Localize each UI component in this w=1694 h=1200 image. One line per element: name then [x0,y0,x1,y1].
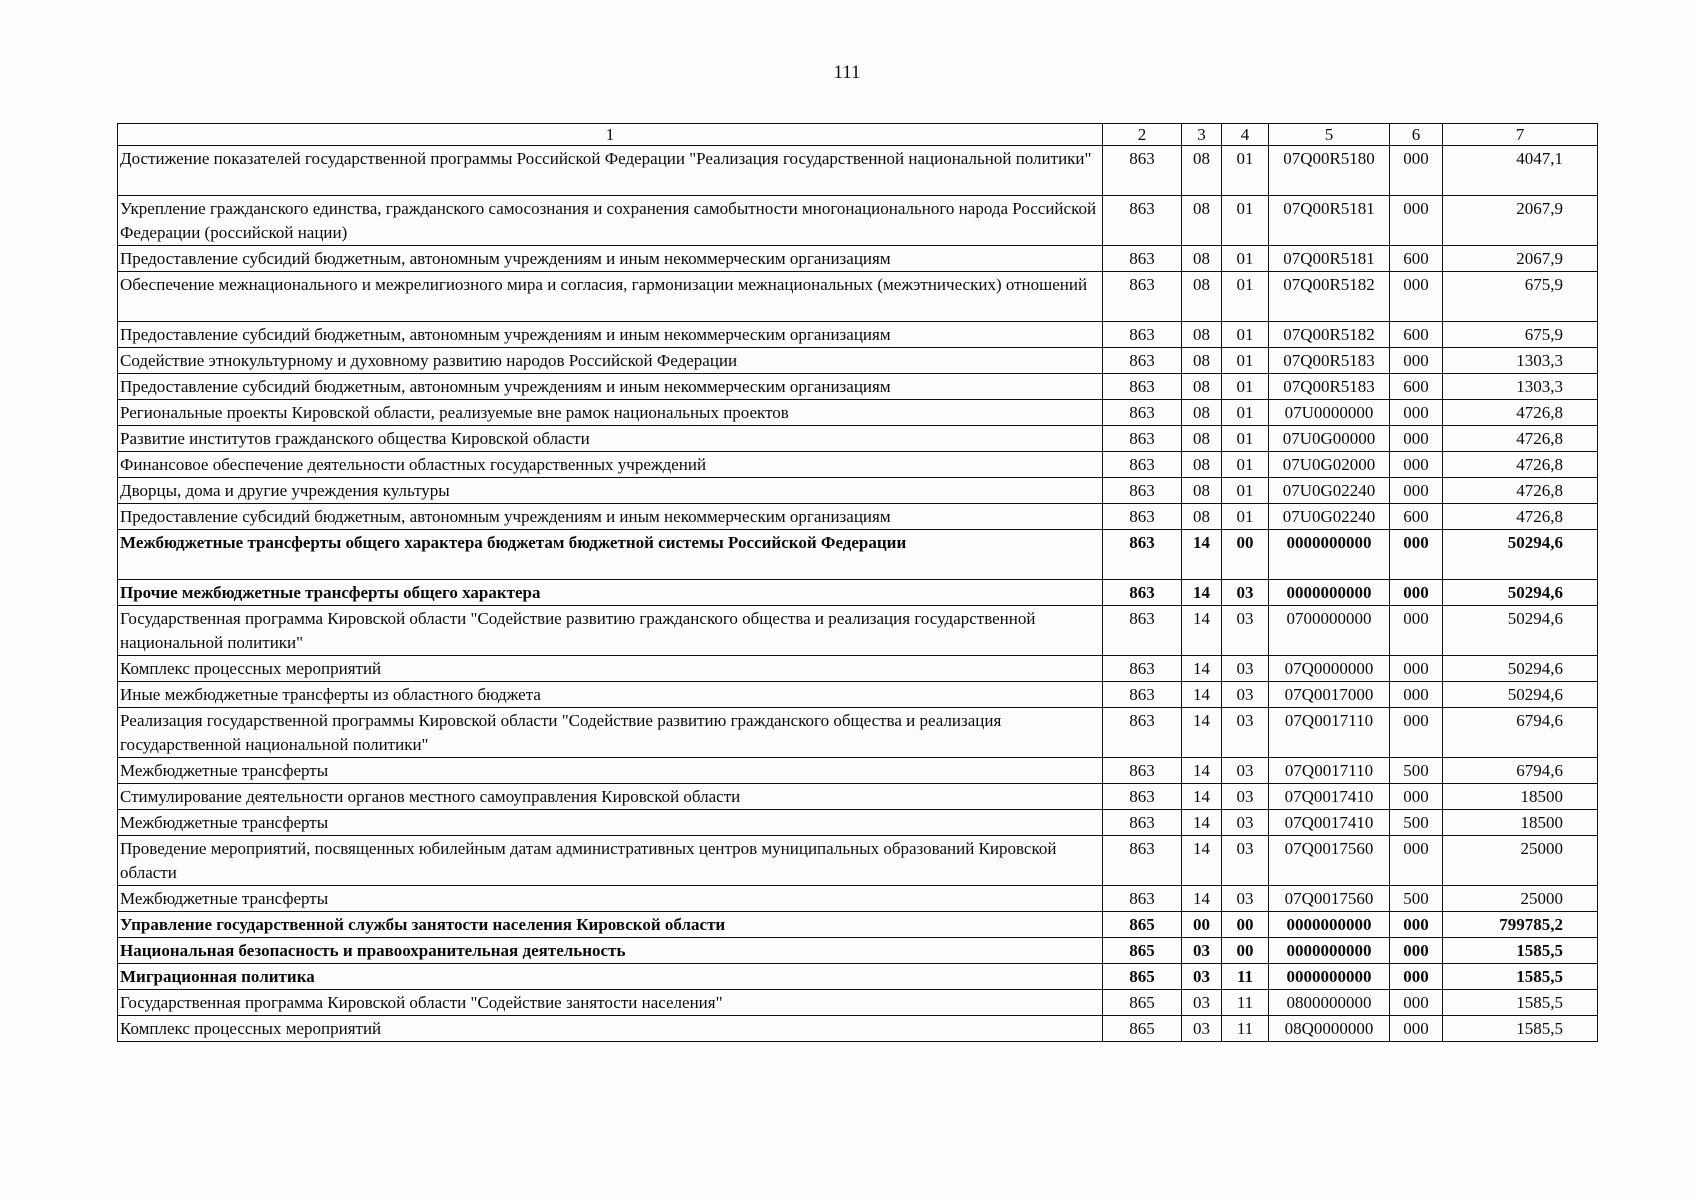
code-cell-4: 01 [1222,452,1269,478]
column-header: 2 [1103,124,1182,146]
code-cell-5: 07Q0000000 [1269,656,1390,682]
code-cell-4: 03 [1222,656,1269,682]
item-name-cell: Государственная программа Кировской области "Содействие развитию гражданского общества и реализация государственной национальной политики" [118,606,1103,656]
code-cell-5: 07Q00R5182 [1269,272,1390,322]
code-cell-4: 01 [1222,400,1269,426]
code-cell-2: 863 [1103,606,1182,656]
column-header: 4 [1222,124,1269,146]
item-name-cell: Развитие институтов гражданского общества Кировской области [118,426,1103,452]
code-cell-4: 11 [1222,1016,1269,1042]
item-name-cell: Государственная программа Кировской области "Содействие занятости населения" [118,990,1103,1016]
code-cell-6: 000 [1390,784,1443,810]
code-cell-4: 03 [1222,810,1269,836]
table-row [118,580,1598,606]
table-row [118,196,1598,246]
table-row [118,836,1598,886]
item-name-cell: Дворцы, дома и другие учреждения культуры [118,478,1103,504]
item-name-cell: Комплекс процессных мероприятий [118,1016,1103,1042]
code-cell-6: 500 [1390,810,1443,836]
code-cell-2: 863 [1103,682,1182,708]
code-cell-2: 863 [1103,708,1182,758]
code-cell-3: 14 [1182,708,1222,758]
code-cell-4: 00 [1222,530,1269,580]
code-cell-4: 03 [1222,886,1269,912]
code-cell-2: 863 [1103,656,1182,682]
code-cell-5: 07Q0017110 [1269,708,1390,758]
code-cell-6: 000 [1390,990,1443,1016]
amount-cell: 1585,5 [1443,938,1598,964]
item-name-cell: Стимулирование деятельности органов местного самоуправления Кировской области [118,784,1103,810]
table-row [118,272,1598,322]
amount-cell: 2067,9 [1443,246,1598,272]
table-row [118,938,1598,964]
amount-cell: 2067,9 [1443,196,1598,246]
code-cell-5: 08Q0000000 [1269,1016,1390,1042]
table-row [118,348,1598,374]
code-cell-2: 863 [1103,348,1182,374]
table-row [118,322,1598,348]
amount-cell: 1303,3 [1443,374,1598,400]
code-cell-3: 08 [1182,400,1222,426]
table-row [118,964,1598,990]
amount-cell: 799785,2 [1443,912,1598,938]
code-cell-2: 865 [1103,1016,1182,1042]
code-cell-3: 08 [1182,374,1222,400]
code-cell-4: 01 [1222,374,1269,400]
amount-cell: 4726,8 [1443,478,1598,504]
table-row [118,504,1598,530]
item-name-cell: Комплекс процессных мероприятий [118,656,1103,682]
code-cell-6: 500 [1390,886,1443,912]
item-name-cell: Реализация государственной программы Кировской области "Содействие развитию гражданского общества и реализация государственной национальной политики" [118,708,1103,758]
code-cell-3: 14 [1182,606,1222,656]
code-cell-4: 03 [1222,708,1269,758]
item-name-cell: Межбюджетные трансферты общего характера бюджетам бюджетной системы Российской Федерации [118,530,1103,580]
code-cell-2: 863 [1103,246,1182,272]
code-cell-3: 14 [1182,810,1222,836]
code-cell-6: 000 [1390,146,1443,196]
code-cell-4: 03 [1222,580,1269,606]
table-row [118,606,1598,656]
code-cell-2: 863 [1103,196,1182,246]
column-header: 6 [1390,124,1443,146]
item-name-cell: Предоставление субсидий бюджетным, автономным учреждениям и иным некоммерческим организациям [118,504,1103,530]
code-cell-6: 600 [1390,246,1443,272]
code-cell-3: 14 [1182,656,1222,682]
code-cell-3: 08 [1182,272,1222,322]
table-row [118,426,1598,452]
amount-cell: 1585,5 [1443,1016,1598,1042]
code-cell-6: 600 [1390,504,1443,530]
amount-cell: 4047,1 [1443,146,1598,196]
code-cell-2: 863 [1103,146,1182,196]
code-cell-5: 0000000000 [1269,912,1390,938]
code-cell-6: 000 [1390,400,1443,426]
item-name-cell: Предоставление субсидий бюджетным, автономным учреждениям и иным некоммерческим организациям [118,374,1103,400]
item-name-cell: Укрепление гражданского единства, гражданского самосознания и сохранения самобытности многонационального народа Российской Федерации (российской нации) [118,196,1103,246]
amount-cell: 6794,6 [1443,758,1598,784]
amount-cell: 50294,6 [1443,580,1598,606]
code-cell-4: 00 [1222,938,1269,964]
code-cell-5: 07Q00R5183 [1269,348,1390,374]
code-cell-6: 000 [1390,836,1443,886]
table-row [118,656,1598,682]
table-body [118,146,1598,1042]
code-cell-5: 07Q0017410 [1269,810,1390,836]
code-cell-4: 01 [1222,196,1269,246]
code-cell-6: 600 [1390,322,1443,348]
code-cell-6: 000 [1390,1016,1443,1042]
table-row [118,478,1598,504]
code-cell-6: 000 [1390,196,1443,246]
code-cell-6: 500 [1390,758,1443,784]
code-cell-6: 000 [1390,580,1443,606]
code-cell-6: 000 [1390,272,1443,322]
code-cell-6: 000 [1390,478,1443,504]
table-row [118,758,1598,784]
item-name-cell: Предоставление субсидий бюджетным, автономным учреждениям и иным некоммерческим организациям [118,246,1103,272]
item-name-cell: Межбюджетные трансферты [118,758,1103,784]
item-name-cell: Управление государственной службы занятости населения Кировской области [118,912,1103,938]
item-name-cell: Межбюджетные трансферты [118,810,1103,836]
code-cell-6: 000 [1390,682,1443,708]
amount-cell: 1303,3 [1443,348,1598,374]
code-cell-4: 01 [1222,478,1269,504]
code-cell-4: 01 [1222,348,1269,374]
table-row [118,146,1598,196]
column-header: 3 [1182,124,1222,146]
code-cell-4: 11 [1222,990,1269,1016]
code-cell-2: 863 [1103,322,1182,348]
code-cell-3: 03 [1182,990,1222,1016]
table-row [118,784,1598,810]
amount-cell: 1585,5 [1443,990,1598,1016]
amount-cell: 4726,8 [1443,426,1598,452]
code-cell-4: 03 [1222,836,1269,886]
code-cell-2: 865 [1103,964,1182,990]
code-cell-4: 11 [1222,964,1269,990]
item-name-cell: Предоставление субсидий бюджетным, автономным учреждениям и иным некоммерческим организациям [118,322,1103,348]
code-cell-4: 03 [1222,606,1269,656]
code-cell-3: 08 [1182,348,1222,374]
amount-cell: 50294,6 [1443,682,1598,708]
amount-cell: 18500 [1443,810,1598,836]
code-cell-5: 07Q00R5183 [1269,374,1390,400]
amount-cell: 675,9 [1443,322,1598,348]
code-cell-6: 000 [1390,964,1443,990]
code-cell-5: 0700000000 [1269,606,1390,656]
code-cell-5: 07U0000000 [1269,400,1390,426]
code-cell-2: 863 [1103,400,1182,426]
code-cell-5: 07U0G02240 [1269,478,1390,504]
code-cell-3: 14 [1182,886,1222,912]
code-cell-3: 14 [1182,758,1222,784]
code-cell-3: 14 [1182,784,1222,810]
code-cell-2: 863 [1103,810,1182,836]
code-cell-3: 08 [1182,452,1222,478]
amount-cell: 25000 [1443,886,1598,912]
code-cell-3: 08 [1182,504,1222,530]
amount-cell: 25000 [1443,836,1598,886]
code-cell-4: 01 [1222,426,1269,452]
code-cell-2: 863 [1103,426,1182,452]
code-cell-3: 08 [1182,322,1222,348]
code-cell-6: 000 [1390,426,1443,452]
code-cell-4: 01 [1222,246,1269,272]
code-cell-3: 14 [1182,682,1222,708]
table-row [118,708,1598,758]
code-cell-2: 863 [1103,452,1182,478]
code-cell-5: 07Q0017000 [1269,682,1390,708]
code-cell-2: 865 [1103,912,1182,938]
code-cell-2: 863 [1103,836,1182,886]
code-cell-6: 000 [1390,656,1443,682]
code-cell-5: 07Q0017410 [1269,784,1390,810]
code-cell-6: 000 [1390,708,1443,758]
code-cell-6: 000 [1390,348,1443,374]
amount-cell: 50294,6 [1443,606,1598,656]
table-row [118,912,1598,938]
code-cell-3: 03 [1182,1016,1222,1042]
item-name-cell: Прочие межбюджетные трансферты общего характера [118,580,1103,606]
table-row [118,682,1598,708]
code-cell-5: 0000000000 [1269,530,1390,580]
table-row [118,886,1598,912]
code-cell-5: 07Q0017560 [1269,836,1390,886]
code-cell-4: 01 [1222,504,1269,530]
code-cell-3: 14 [1182,580,1222,606]
code-cell-2: 863 [1103,758,1182,784]
code-cell-5: 07U0G02000 [1269,452,1390,478]
item-name-cell: Межбюджетные трансферты [118,886,1103,912]
table-row [118,530,1598,580]
code-cell-4: 01 [1222,146,1269,196]
item-name-cell: Миграционная политика [118,964,1103,990]
amount-cell: 6794,6 [1443,708,1598,758]
amount-cell: 675,9 [1443,272,1598,322]
item-name-cell: Иные межбюджетные трансферты из областного бюджета [118,682,1103,708]
item-name-cell: Обеспечение межнационального и межрелигиозного мира и согласия, гармонизации межнациональных (межэтнических) отношений [118,272,1103,322]
column-header: 1 [118,124,1103,146]
code-cell-5: 07U0G02240 [1269,504,1390,530]
amount-cell: 18500 [1443,784,1598,810]
code-cell-5: 0000000000 [1269,964,1390,990]
code-cell-3: 08 [1182,246,1222,272]
code-cell-4: 00 [1222,912,1269,938]
code-cell-2: 863 [1103,784,1182,810]
code-cell-3: 08 [1182,478,1222,504]
item-name-cell: Содействие этнокультурному и духовному развитию народов Российской Федерации [118,348,1103,374]
table-row [118,1016,1598,1042]
amount-cell: 4726,8 [1443,504,1598,530]
code-cell-3: 08 [1182,196,1222,246]
table-row [118,810,1598,836]
code-cell-2: 863 [1103,580,1182,606]
code-cell-2: 863 [1103,886,1182,912]
table-row [118,246,1598,272]
item-name-cell: Национальная безопасность и правоохранительная деятельность [118,938,1103,964]
code-cell-6: 000 [1390,452,1443,478]
code-cell-3: 00 [1182,912,1222,938]
amount-cell: 4726,8 [1443,452,1598,478]
column-header: 7 [1443,124,1598,146]
amount-cell: 50294,6 [1443,530,1598,580]
code-cell-5: 07Q0017560 [1269,886,1390,912]
code-cell-5: 07Q00R5180 [1269,146,1390,196]
table-header-row [118,124,1598,146]
amount-cell: 1585,5 [1443,964,1598,990]
code-cell-2: 863 [1103,530,1182,580]
code-cell-5: 0000000000 [1269,938,1390,964]
code-cell-6: 000 [1390,606,1443,656]
code-cell-2: 863 [1103,504,1182,530]
code-cell-6: 000 [1390,530,1443,580]
code-cell-5: 07Q0017110 [1269,758,1390,784]
code-cell-2: 865 [1103,990,1182,1016]
code-cell-5: 07Q00R5182 [1269,322,1390,348]
code-cell-3: 08 [1182,426,1222,452]
code-cell-3: 08 [1182,146,1222,196]
code-cell-2: 863 [1103,272,1182,322]
code-cell-3: 14 [1182,836,1222,886]
table-row [118,452,1598,478]
page-number: 111 [833,62,861,83]
code-cell-4: 03 [1222,784,1269,810]
budget-table [117,123,1598,1042]
code-cell-3: 03 [1182,938,1222,964]
code-cell-5: 0800000000 [1269,990,1390,1016]
code-cell-6: 600 [1390,374,1443,400]
code-cell-4: 03 [1222,758,1269,784]
code-cell-5: 07U0G00000 [1269,426,1390,452]
amount-cell: 4726,8 [1443,400,1598,426]
table-row [118,990,1598,1016]
item-name-cell: Достижение показателей государственной программы Российской Федерации "Реализация государственной национальной политики" [118,146,1103,196]
column-header: 5 [1269,124,1390,146]
code-cell-3: 14 [1182,530,1222,580]
code-cell-6: 000 [1390,912,1443,938]
code-cell-4: 01 [1222,272,1269,322]
table-row [118,374,1598,400]
item-name-cell: Региональные проекты Кировской области, реализуемые вне рамок национальных проектов [118,400,1103,426]
amount-cell: 50294,6 [1443,656,1598,682]
code-cell-2: 863 [1103,374,1182,400]
code-cell-3: 03 [1182,964,1222,990]
code-cell-2: 863 [1103,478,1182,504]
code-cell-2: 865 [1103,938,1182,964]
code-cell-5: 07Q00R5181 [1269,246,1390,272]
item-name-cell: Проведение мероприятий, посвященных юбилейным датам административных центров муниципальных образований Кировской области [118,836,1103,886]
code-cell-4: 01 [1222,322,1269,348]
code-cell-5: 0000000000 [1269,580,1390,606]
code-cell-5: 07Q00R5181 [1269,196,1390,246]
code-cell-4: 03 [1222,682,1269,708]
code-cell-6: 000 [1390,938,1443,964]
item-name-cell: Финансовое обеспечение деятельности областных государственных учреждений [118,452,1103,478]
table-row [118,400,1598,426]
